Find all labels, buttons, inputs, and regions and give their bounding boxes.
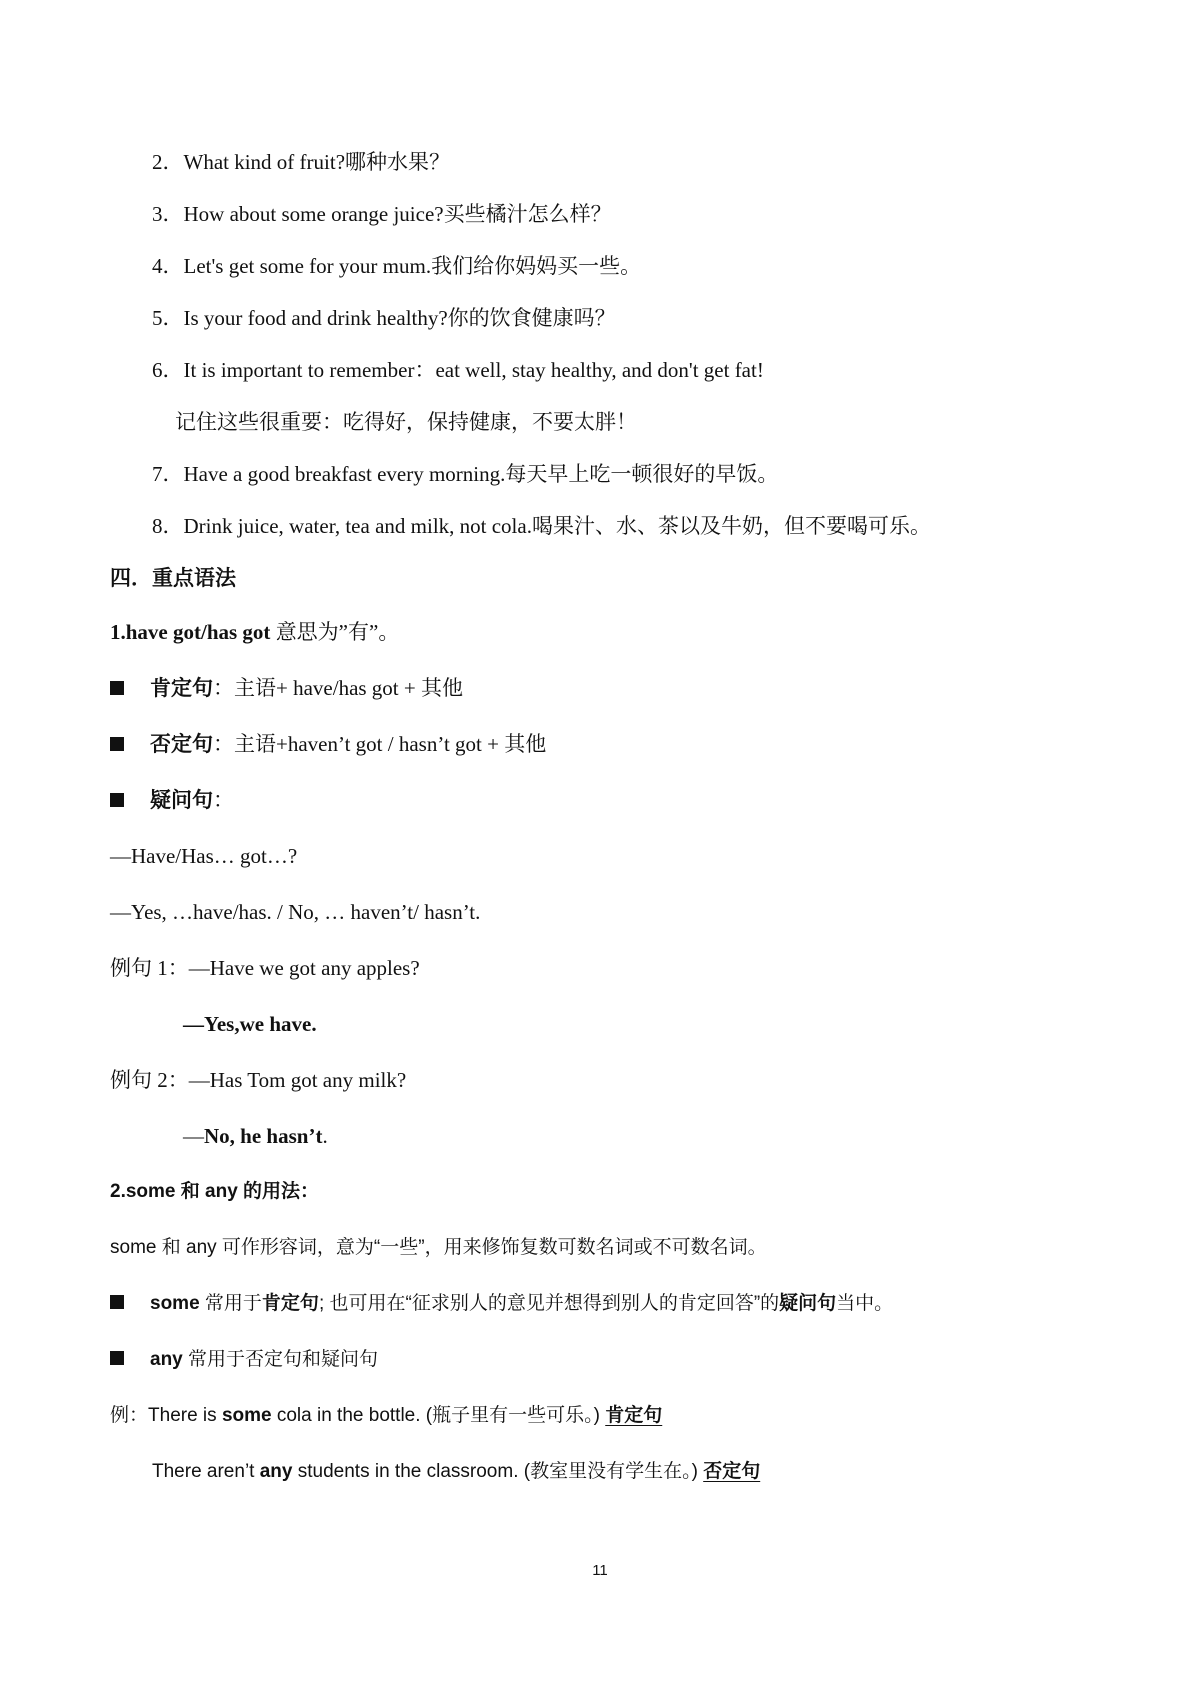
question-rule (110, 786, 234, 814)
example-2-answer-end: . (322, 1124, 328, 1148)
grammar-1-title (110, 618, 399, 646)
example-1-label: 例句 1： (110, 956, 189, 980)
some-word: some (150, 1293, 200, 1314)
example-some-a: There is (148, 1405, 222, 1426)
example-some-b: some (221, 1405, 272, 1426)
negative-text: ：主语+haven’t got / hasn’t got + 其他 (213, 732, 547, 756)
sentence-6-translation: 记住这些很重要：吃得好，保持健康，不要太胖！ (175, 410, 637, 434)
some-bold-affirmative: 肯定句 (261, 1293, 319, 1314)
example-some-line (110, 1402, 662, 1430)
sentence-7: 7．Have a good breakfast every morning.每天早上吃一顿很好的早饭。 (152, 462, 779, 486)
example-2-label: 例句 2： (110, 1068, 189, 1092)
affirmative-text: ：主语+ have/has got + 其他 (213, 676, 463, 700)
negative-label: 否定句 (150, 732, 213, 756)
sentence-6: 6．It is important to remember：eat well, stay healthy, and don't get fat! (152, 358, 764, 382)
affirmative-rule (110, 674, 463, 702)
example-some-tag: 肯定句 (605, 1405, 663, 1426)
bullet-square-icon (110, 681, 124, 695)
example-2-question-text: —Has Tom got any milk? (188, 1068, 407, 1092)
question-pattern-1: —Have/Has… got…? (110, 844, 298, 868)
some-text-1: 常用于 (199, 1293, 262, 1314)
example-any-a: There aren’t (152, 1461, 260, 1482)
grammar-1-title-bold: 1.have got/has got (110, 620, 271, 644)
sentence-8: 8．Drink juice, water, tea and milk, not cola.喝果汁、水、茶以及牛奶，但不要喝可乐。 (152, 514, 931, 538)
example-any-line (152, 1458, 760, 1486)
some-text-2: ; 也可用在“征求别人的意见并想得到别人的肯定回答”的 (318, 1293, 780, 1314)
bullet-square-icon (110, 737, 124, 751)
grammar-2-title: 2.some 和 any 的用法： (110, 1181, 320, 1202)
grammar-1-title-rest: 意思为”有”。 (270, 620, 400, 644)
some-text-3: 当中。 (836, 1293, 894, 1314)
question-colon: ： (213, 788, 234, 812)
example-some-c: cola in the bottle. (瓶子里有一些可乐。) (271, 1405, 606, 1426)
example-1-question-text: —Have we got any apples? (188, 956, 420, 980)
page-number: 11 (592, 1562, 608, 1579)
example-2-question (110, 1066, 406, 1094)
grammar-2-intro: some 和 any 可作形容词，意为“一些”，用来修饰复数可数名词或不可数名词。 (110, 1237, 767, 1258)
some-bold-question: 疑问句 (779, 1293, 837, 1314)
some-usage-rule (110, 1290, 893, 1318)
any-text: 常用于否定句和疑问句 (182, 1349, 379, 1370)
example-any-c: students in the classroom. (教室里没有学生在。) (292, 1461, 704, 1482)
sentence-2: 2．What kind of fruit?哪种水果？ (152, 150, 451, 174)
any-word: any (150, 1349, 183, 1370)
example-2-answer-bold: No, he hasn’t (204, 1124, 323, 1148)
section-heading: 四．重点语法 (110, 566, 236, 590)
example-any-b: any (259, 1461, 293, 1482)
bullet-square-icon (110, 1351, 124, 1365)
question-pattern-2: —Yes, …have/has. / No, … haven’t/ hasn’t. (110, 900, 481, 924)
example-2-answer-dash: — (183, 1124, 204, 1148)
example-any-tag: 否定句 (703, 1461, 761, 1482)
sentence-5: 5．Is your food and drink healthy?你的饮食健康吗？ (152, 306, 616, 330)
any-usage-rule (110, 1346, 378, 1374)
example-label: 例： (110, 1405, 149, 1426)
example-1-answer: —Yes,we have. (183, 1012, 317, 1036)
question-label: 疑问句 (150, 788, 213, 812)
sentence-3: 3．How about some orange juice?买些橘汁怎么样？ (152, 202, 612, 226)
sentence-4: 4．Let's get some for your mum.我们给你妈妈买一些。 (152, 254, 642, 278)
bullet-square-icon (110, 793, 124, 807)
example-2-answer (183, 1122, 328, 1150)
example-1-question (110, 954, 420, 982)
affirmative-label: 肯定句 (150, 676, 213, 700)
bullet-square-icon (110, 1295, 124, 1309)
negative-rule (110, 730, 546, 758)
